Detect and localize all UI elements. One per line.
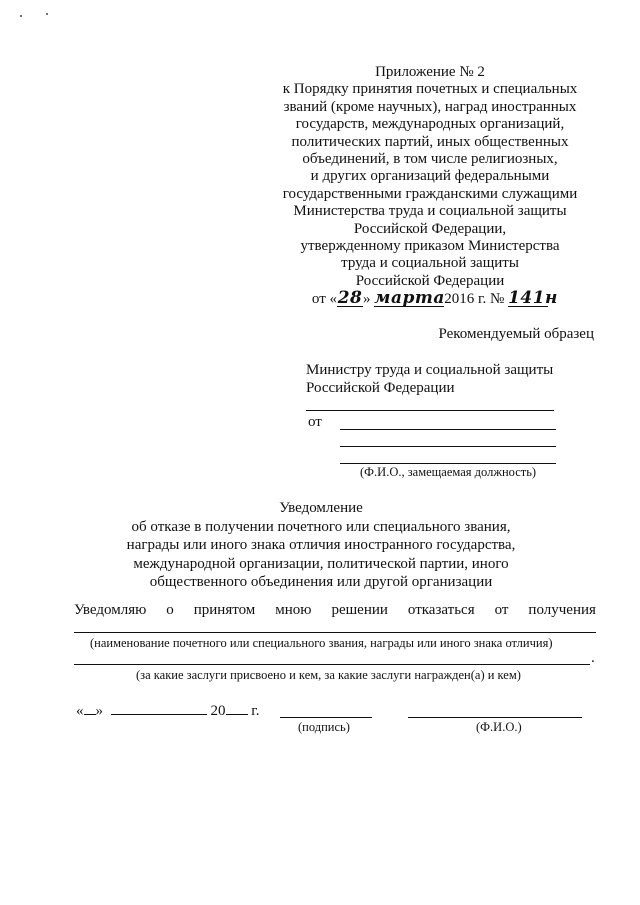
- appendix-line: государств, международных организаций,: [295, 116, 565, 133]
- scan-speck: [46, 13, 48, 15]
- notice-line: об отказе в получении почетного или специального звания,: [131, 518, 511, 535]
- sender-blank-line: [340, 446, 556, 447]
- signature-caption: (подпись): [298, 720, 350, 734]
- appendix-line: и других организаций федеральными: [310, 168, 550, 185]
- sender-caption: (Ф.И.О., замещаемая должность): [360, 465, 537, 479]
- award-name-caption: (наименование почетного или специального звания, награды или иного знака отличия): [90, 636, 553, 650]
- order-day-handwritten: 28: [337, 288, 363, 309]
- order-month-handwritten: марта: [374, 288, 445, 309]
- appendix-line: званий (кроме научных), наград иностранных: [283, 98, 577, 115]
- date-year-suffix: г.: [251, 703, 260, 719]
- body-word: Уведомляю: [74, 602, 147, 618]
- date-day-blank: [84, 714, 96, 715]
- date-quote-open: «: [76, 703, 84, 719]
- date-year-prefix: 20: [210, 703, 226, 719]
- order-year: 2016 г. №: [444, 291, 505, 308]
- order-date-line: [270, 288, 590, 309]
- full-name-caption: (Ф.И.О.): [476, 720, 522, 734]
- appendix-line: труда и социальной защиты: [341, 255, 519, 272]
- sender-blank-line: [340, 429, 556, 430]
- appendix-line: политических партий, иных общественных: [291, 133, 569, 150]
- scan-speck: [20, 15, 22, 17]
- notice-line: награды или иного знака отличия иностранного государства,: [126, 537, 516, 553]
- appendix-line: объединений, в том числе религиозных,: [302, 151, 558, 168]
- award-name-blank-line: [74, 632, 596, 633]
- body-word: отказаться: [407, 602, 475, 618]
- from-label: от: [308, 414, 322, 430]
- merits-period: .: [591, 650, 595, 666]
- appendix-line: утвержденному приказом Министерства: [300, 238, 560, 255]
- date-month-blank: [111, 714, 207, 715]
- appendix-line: к Порядку принятия почетных и специальных: [282, 81, 578, 98]
- appendix-line: Министерства труда и социальной защиты: [293, 203, 567, 220]
- body-word: от: [494, 602, 509, 618]
- body-word: мною: [275, 602, 312, 618]
- appendix-line: Российской Федерации: [355, 272, 505, 289]
- body-word: принятом: [193, 602, 256, 618]
- sender-blank-line: [340, 463, 556, 464]
- merits-caption: (за какие заслуги присвоено и кем, за какие заслуги награжден(а) и кем): [136, 668, 521, 682]
- signature-blank-line: [280, 717, 372, 718]
- notice-line: общественного объединения или другой организации: [149, 574, 493, 590]
- addressee-line: Российской Федерации: [306, 380, 455, 396]
- notice-line: международной организации, политической партии, иного: [133, 555, 509, 572]
- appendix-line: государственными гражданскими служащими: [282, 185, 578, 202]
- addressee-block: [306, 361, 553, 397]
- appendix-header: [270, 64, 590, 309]
- date-year-blank: [226, 714, 248, 715]
- order-prefix: от «: [311, 291, 338, 308]
- notice-body-line: [74, 602, 596, 619]
- body-word: о: [166, 602, 174, 618]
- order-number-handwritten: 141н: [508, 288, 558, 309]
- body-word: решении: [331, 602, 388, 618]
- notice-heading: [96, 499, 546, 592]
- merits-blank-line: [74, 664, 590, 665]
- addressee-line: Министру труда и социальной защиты: [306, 362, 554, 378]
- appendix-line: Приложение № 2: [375, 64, 485, 80]
- notice-title: Уведомление: [279, 500, 363, 516]
- date-quote-close: »: [95, 703, 103, 719]
- addressee-blank-line: [306, 410, 554, 411]
- body-word: получения: [528, 602, 596, 618]
- appendix-line: Российской Федерации,: [353, 220, 507, 237]
- recommended-sample-label: Рекомендуемый образец: [438, 326, 594, 342]
- full-name-blank-line: [408, 717, 582, 718]
- date-field: [76, 703, 259, 720]
- order-quote-close: »: [363, 291, 371, 308]
